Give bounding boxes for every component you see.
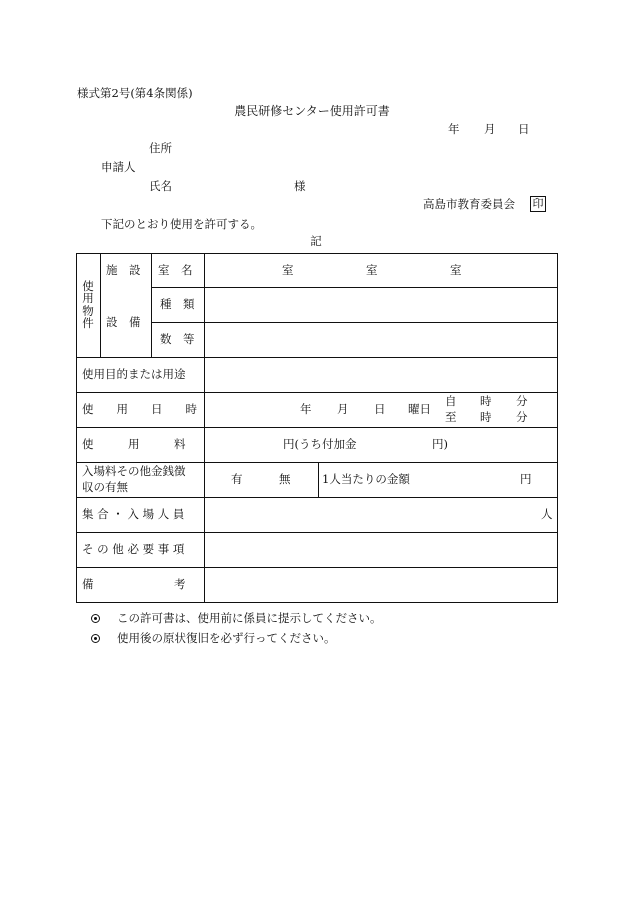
note-1: この許可書は、使用前に係員に提示してください。: [117, 611, 382, 625]
equipment-label: 設 備: [106, 315, 141, 329]
divider-v3: [204, 253, 205, 603]
divider-h3: [76, 357, 558, 358]
attendance-label: 集 合 ・ 入 場 人 員: [82, 507, 185, 521]
dt-to-minute: 分: [516, 410, 528, 424]
dt-to-label: 至: [445, 410, 457, 424]
other-label: そ の 他 必 要 事 項: [82, 542, 185, 556]
ki-label: 記: [310, 234, 322, 248]
bullet-icon: [91, 614, 100, 623]
room-name-label: 室 名: [158, 263, 193, 277]
per-person-label: 1人当たりの金額: [322, 472, 410, 486]
admission-label-line1: 入場料その他金銭徴: [82, 464, 186, 478]
bullet-icon: [91, 634, 100, 643]
yen-unit: 円: [520, 472, 532, 486]
address-label: 住所: [149, 141, 172, 155]
person-unit: 人: [541, 507, 553, 521]
form-number: 様式第2号(第4条関係): [77, 86, 193, 100]
divider-h5: [76, 427, 558, 428]
divider-h8: [76, 532, 558, 533]
date-year-label: 年: [448, 122, 460, 136]
date-day-label: 日: [518, 122, 530, 136]
dt-from-minute: 分: [516, 394, 528, 408]
date-month-label: 月: [484, 122, 496, 136]
intro-text: 下記のとおり使用を許可する。: [101, 217, 262, 231]
no-option: 無: [279, 472, 291, 486]
dt-from-hour: 時: [480, 394, 492, 408]
honorific-label: 様: [294, 179, 306, 193]
admission-label-line2: 収の有無: [82, 480, 128, 494]
purpose-label: 使用目的または用途: [82, 367, 186, 381]
page-title: 農民研修センター使用許可書: [234, 104, 390, 118]
fee-text: 円(うち付加金: [283, 437, 357, 451]
dt-day-label: 日: [374, 402, 386, 416]
divider-v4: [318, 463, 319, 497]
quantity-label: 数 等: [160, 332, 195, 346]
room-unit-2: 室: [366, 263, 378, 277]
divider-h6: [76, 462, 558, 463]
dt-month-label: 月: [337, 402, 349, 416]
usage-property-label: 使 用 物 件: [82, 279, 94, 331]
remarks-label: 備 考: [82, 577, 186, 591]
kind-label: 種 類: [160, 297, 195, 311]
divider-h7: [76, 497, 558, 498]
dt-from-label: 自: [445, 394, 457, 408]
room-unit-1: 室: [282, 263, 294, 277]
divider-h1: [151, 287, 558, 288]
yes-option: 有: [231, 472, 243, 486]
issuer-name: 高島市教育委員会: [423, 197, 515, 211]
divider-v2: [151, 253, 152, 357]
name-label: 氏名: [149, 179, 172, 193]
seal-mark: 印: [530, 196, 546, 212]
fee-close: 円): [432, 437, 448, 451]
dt-to-hour: 時: [480, 410, 492, 424]
divider-h4: [76, 392, 558, 393]
divider-h2: [151, 322, 558, 323]
facility-label: 施 設: [106, 263, 141, 277]
dt-weekday-label: 曜日: [408, 402, 431, 416]
note-2: 使用後の原状復旧を必ず行ってください。: [117, 631, 336, 645]
room-unit-3: 室: [450, 263, 462, 277]
fee-label: 使 用 料: [82, 437, 186, 451]
datetime-label: 使 用 日 時: [82, 402, 197, 416]
applicant-label: 申請人: [101, 160, 136, 174]
dt-year-label: 年: [300, 402, 312, 416]
divider-h9: [76, 567, 558, 568]
divider-v1: [100, 253, 101, 357]
